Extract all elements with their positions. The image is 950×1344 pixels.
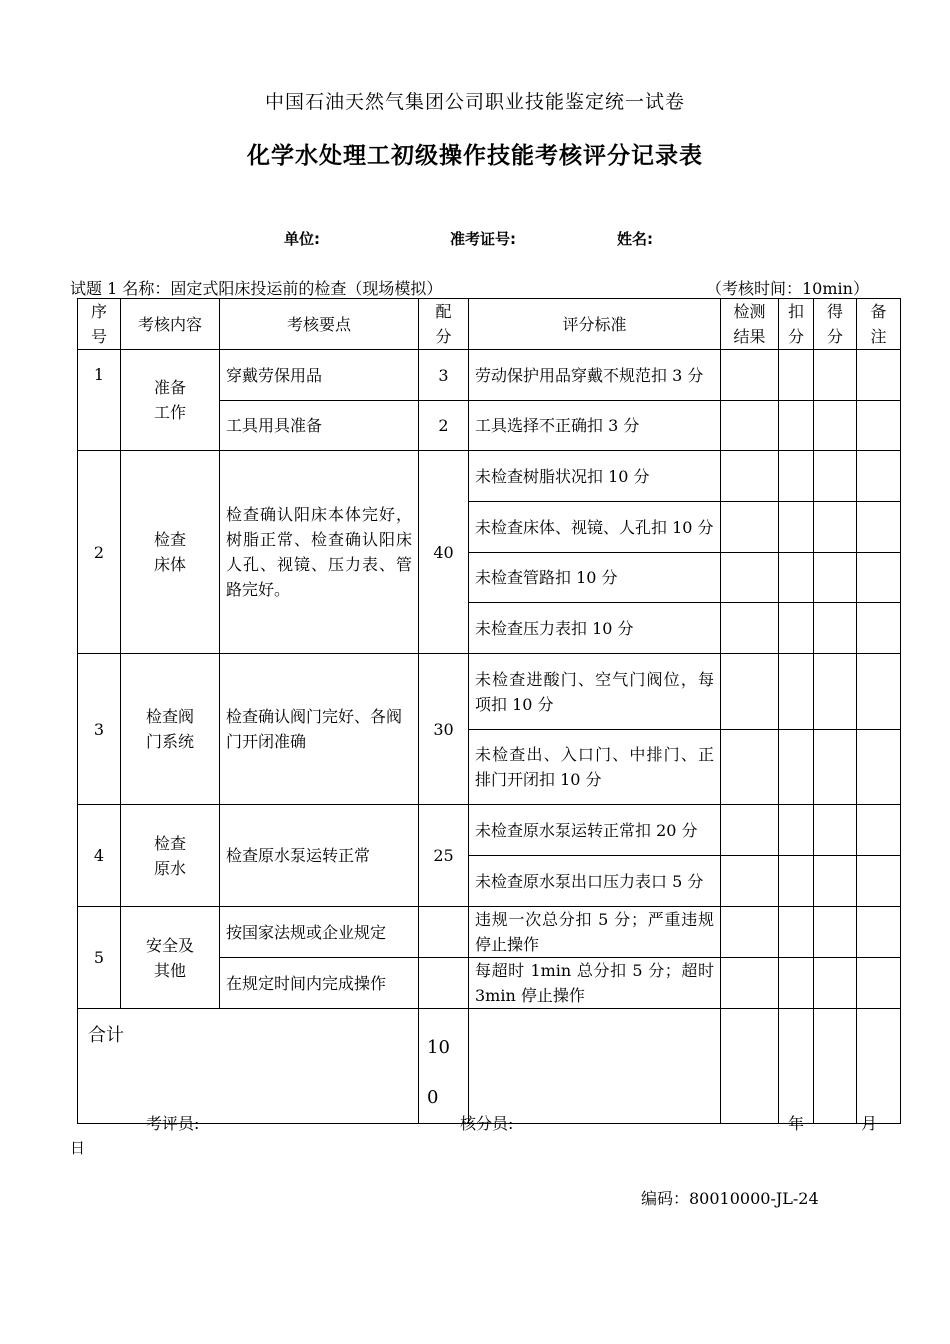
name-label: 姓名:	[617, 230, 653, 248]
content-cell: 准备 工作	[121, 350, 220, 451]
deduct-cell	[779, 958, 814, 1009]
criteria-cell: 未检查出、入口门、中排门、正排门开闭扣 10 分	[469, 730, 721, 805]
criteria-cell: 未检查压力表扣 10 分	[469, 603, 721, 654]
header-seq: 序 号	[78, 299, 121, 350]
table-header-row	[78, 299, 901, 350]
month-label: 月	[861, 1114, 878, 1133]
total-label: 合计	[78, 1009, 419, 1124]
judge-label: 考评员:	[146, 1114, 200, 1133]
got-cell	[814, 654, 857, 730]
result-cell	[721, 502, 779, 553]
total-row	[78, 1009, 901, 1124]
result-cell	[721, 805, 779, 856]
score-cell	[419, 907, 469, 958]
result-cell	[721, 907, 779, 958]
got-cell	[814, 730, 857, 805]
header-result: 检测 结果	[721, 299, 779, 350]
result-cell	[721, 350, 779, 401]
result-cell	[721, 730, 779, 805]
header-points: 考核要点	[220, 299, 419, 350]
seq-cell: 4	[78, 805, 121, 907]
criteria-cell: 未检查树脂状况扣 10 分	[469, 451, 721, 502]
point-cell: 在规定时间内完成操作	[220, 958, 419, 1009]
got-cell	[814, 805, 857, 856]
note-cell	[857, 451, 901, 502]
criteria-cell: 未检查进酸门、空气门阀位，每项扣 10 分	[469, 654, 721, 730]
got-cell	[814, 907, 857, 958]
got-cell	[814, 958, 857, 1009]
note-cell	[857, 907, 901, 958]
criteria-cell: 每超时 1min 总分扣 5 分；超时 3min 停止操作	[469, 958, 721, 1009]
criteria-cell: 劳动保护用品穿戴不规范扣 3 分	[469, 350, 721, 401]
note-cell	[857, 401, 901, 451]
scoring-table	[77, 298, 901, 1124]
deduct-cell	[779, 805, 814, 856]
content-cell: 检查 原水	[121, 805, 220, 907]
point-cell: 工具用具准备	[220, 401, 419, 451]
total-score: 10 0	[419, 1009, 469, 1124]
got-cell	[814, 502, 857, 553]
point-cell: 按国家法规或企业规定	[220, 907, 419, 958]
note-cell	[857, 805, 901, 856]
score-cell: 2	[419, 401, 469, 451]
score-cell	[419, 958, 469, 1009]
result-cell	[721, 451, 779, 502]
checker-label: 核分员:	[460, 1114, 514, 1133]
got-cell	[814, 603, 857, 654]
unit-label: 单位:	[284, 230, 320, 248]
deduct-cell	[779, 451, 814, 502]
seq-cell: 1	[78, 350, 121, 451]
table-row	[78, 805, 901, 856]
result-cell	[721, 603, 779, 654]
deduct-cell	[779, 502, 814, 553]
table-row	[78, 654, 901, 730]
criteria-cell: 工具选择不正确扣 3 分	[469, 401, 721, 451]
header-got: 得 分	[814, 299, 857, 350]
document-org-header: 中国石油天然气集团公司职业技能鉴定统一试卷	[264, 91, 685, 113]
header-criteria: 评分标准	[469, 299, 721, 350]
score-cell: 25	[419, 805, 469, 907]
point-cell: 检查确认阀门完好、各阀门开闭准确	[220, 654, 419, 805]
score-cell: 40	[419, 451, 469, 654]
result-cell	[721, 553, 779, 603]
got-cell	[814, 1009, 857, 1124]
result-cell	[721, 1009, 779, 1124]
point-cell: 检查确认阳床本体完好，树脂正常、检查确认阳床人孔、视镜、压力表、管路完好。	[220, 451, 419, 654]
deduct-cell	[779, 856, 814, 907]
point-cell: 穿戴劳保用品	[220, 350, 419, 401]
note-cell	[857, 553, 901, 603]
criteria-cell: 未检查管路扣 10 分	[469, 553, 721, 603]
got-cell	[814, 350, 857, 401]
header-deduct: 扣 分	[779, 299, 814, 350]
note-cell	[857, 730, 901, 805]
criteria-cell: 未检查原水泵出口压力表口 5 分	[469, 856, 721, 907]
document-title: 化学水处理工初级操作技能考核评分记录表	[247, 143, 703, 169]
table-row	[78, 350, 901, 401]
deduct-cell	[779, 907, 814, 958]
note-cell	[857, 1009, 901, 1124]
deduct-cell	[779, 350, 814, 401]
deduct-cell	[779, 603, 814, 654]
deduct-cell	[779, 654, 814, 730]
point-cell: 检查原水泵运转正常	[220, 805, 419, 907]
score-cell: 3	[419, 350, 469, 401]
deduct-cell	[779, 401, 814, 451]
result-cell	[721, 654, 779, 730]
note-cell	[857, 958, 901, 1009]
note-cell	[857, 856, 901, 907]
result-cell	[721, 958, 779, 1009]
header-note: 备 注	[857, 299, 901, 350]
score-cell: 30	[419, 654, 469, 805]
seq-cell: 2	[78, 451, 121, 654]
deduct-cell	[779, 553, 814, 603]
year-label: 年	[788, 1114, 805, 1133]
result-cell	[721, 401, 779, 451]
note-cell	[857, 502, 901, 553]
header-content: 考核内容	[121, 299, 220, 350]
note-cell	[857, 603, 901, 654]
note-cell	[857, 654, 901, 730]
document-code: 编码：80010000-JL-24	[641, 1189, 819, 1208]
question-time: （考核时间：10min）	[706, 279, 869, 298]
deduct-cell	[779, 1009, 814, 1124]
got-cell	[814, 856, 857, 907]
got-cell	[814, 401, 857, 451]
seq-cell: 3	[78, 654, 121, 805]
content-cell: 安全及 其他	[121, 907, 220, 1009]
question-name: 试题 1 名称：固定式阳床投运前的检查（现场模拟）	[70, 279, 443, 298]
content-cell: 检查 床体	[121, 451, 220, 654]
note-cell	[857, 350, 901, 401]
got-cell	[814, 553, 857, 603]
criteria-cell: 违规一次总分扣 5 分；严重违规停止操作	[469, 907, 721, 958]
seq-cell: 5	[78, 907, 121, 1009]
criteria-cell	[469, 1009, 721, 1124]
exam-number-label: 准考证号:	[450, 230, 516, 248]
criteria-cell: 未检查床体、视镜、人孔扣 10 分	[469, 502, 721, 553]
got-cell	[814, 451, 857, 502]
table-row	[78, 451, 901, 502]
header-score: 配 分	[419, 299, 469, 350]
result-cell	[721, 856, 779, 907]
deduct-cell	[779, 730, 814, 805]
table-row	[78, 907, 901, 958]
content-cell: 检查阀 门系统	[121, 654, 220, 805]
day-label: 日	[70, 1139, 86, 1157]
criteria-cell: 未检查原水泵运转正常扣 20 分	[469, 805, 721, 856]
